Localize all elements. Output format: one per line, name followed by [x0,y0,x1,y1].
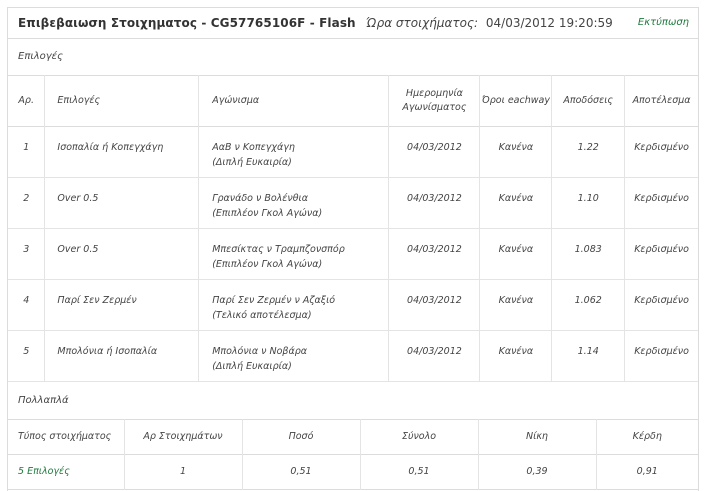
multiples-section-label: Πολλαπλά [8,381,698,419]
profit-value: 0,91 [636,466,658,477]
col-header-stake: Ποσό [242,419,360,454]
row-num: 5 [8,331,45,381]
row-odds: 1.10 [552,178,625,229]
row-selection: Over 0.5 [45,229,199,280]
row-num: 4 [8,280,45,331]
row-market: (Διπλή Ευκαιρία) [212,361,292,372]
row-result: Κερδισμένο [634,244,689,255]
selections-header-row [8,76,698,127]
col-header-date: Ημερομηνία Αγωνίσματος [389,76,480,127]
row-result: Κερδισμένο [634,193,689,204]
print-link[interactable]: Εκτύπωση [637,17,689,28]
selections-section-label: Επιλογές [18,51,63,62]
row-odds: 1.14 [552,331,625,381]
col-header-num: Αρ. [8,76,45,127]
row-odds: 1.062 [552,280,625,331]
row-event-cell [199,280,389,331]
row-eachway: Κανένα [480,331,552,381]
row-date: 04/03/2012 [389,280,480,331]
row-event: Γρανάδο ν Βολένθια [212,193,309,204]
table-row [8,178,698,229]
row-event: ΑαΒ ν Κοπεγχάγη [212,142,295,153]
row-selection: Over 0.5 [45,178,199,229]
row-event: Παρί Σεν Ζερμέν ν Αζαξιό [212,295,336,306]
row-odds: 1.083 [552,229,625,280]
row-date: 04/03/2012 [389,229,480,280]
panel-header [8,8,698,39]
row-eachway: Κανένα [480,280,552,331]
row-event-cell [199,229,389,280]
col-header-event: Αγώνισμα [199,76,389,127]
row-num: 3 [8,229,45,280]
page-title: Επιβεβαιωση Στοιχηματος - CG57765106F - Flash [18,16,356,30]
table-row [8,127,698,178]
multiples-table [8,419,698,490]
col-header-bet-type: Τύπος στοιχήματος [8,419,124,454]
row-selection: Παρί Σεν Ζερμέν [45,280,199,331]
col-header-win: Νίκη [478,419,596,454]
row-num: 2 [8,178,45,229]
row-date: 04/03/2012 [389,178,480,229]
bet-time [366,16,613,30]
col-header-eachway: Όροι eachway [480,76,552,127]
row-eachway: Κανένα [480,178,552,229]
row-date: 04/03/2012 [389,331,480,381]
table-row [8,280,698,331]
row-result: Κερδισμένο [634,295,689,306]
row-result: Κερδισμένο [634,346,689,357]
row-market: (Επιπλέον Γκολ Αγώνα) [212,259,323,270]
col-header-bet-count: Αρ Στοιχημάτων [124,419,242,454]
table-row [8,454,698,489]
row-market: (Επιπλέον Γκολ Αγώνα) [212,208,323,219]
row-event-cell [199,178,389,229]
stake-value: 0,51 [242,454,360,489]
row-event: Μπολόνια ν Νοβάρα [212,346,308,357]
row-event: Μπεσίκτας ν Τραμπζονσπόρ [212,244,345,255]
row-num: 1 [8,127,45,178]
col-header-total: Σύνολο [360,419,478,454]
bet-count: 1 [124,454,242,489]
row-selection: Μπολόνια ή Ισοπαλία [45,331,199,381]
table-row [8,229,698,280]
row-market: (Διπλή Ευκαιρία) [212,157,292,168]
bet-time-value: 04/03/2012 19:20:59 [485,16,613,30]
multiples-header-row [8,419,698,454]
table-row [8,331,698,381]
row-market: (Τελικό αποτέλεσμα) [212,310,312,321]
col-header-result: Αποτέλεσμα [632,95,691,106]
bet-time-label: Ώρα στοιχήματος: [365,16,479,30]
selections-table [8,75,698,381]
win-value: 0,39 [478,454,596,489]
total-value: 0,51 [360,454,478,489]
row-selection: Ισοπαλία ή Κοπεγχάγη [45,127,199,178]
row-result: Κερδισμένο [634,142,689,153]
col-header-profit: Κέρδη [632,431,662,442]
bet-type-link[interactable]: 5 Επιλογές [8,454,124,489]
row-event-cell [199,127,389,178]
row-odds: 1.22 [552,127,625,178]
row-date: 04/03/2012 [389,127,480,178]
col-header-selection: Επιλογές [45,76,199,127]
col-header-odds: Αποδόσεις [552,76,625,127]
row-eachway: Κανένα [480,229,552,280]
row-eachway: Κανένα [480,127,552,178]
row-event-cell [199,331,389,381]
bet-confirmation-panel [7,7,699,491]
